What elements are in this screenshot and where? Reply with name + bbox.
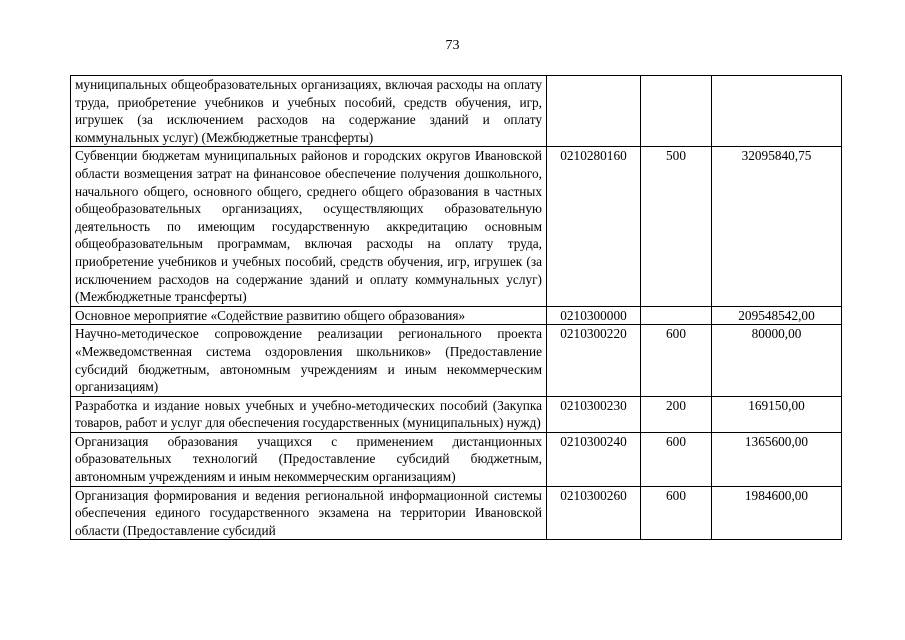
row-target-code: 0210280160 (547, 147, 641, 306)
row-target-code: 0210300000 (547, 306, 641, 325)
table-row (71, 486, 842, 540)
table-row (71, 306, 842, 325)
table-row (71, 147, 842, 306)
row-expense-type (641, 306, 712, 325)
row-description: Организация образования учащихся с применением дистанционных образовательных технологий (Предоставление субсидий бюджетным, автономным учреждениям и иным некоммерческим организациям) (71, 432, 547, 486)
row-expense-type: 200 (641, 396, 712, 432)
row-expense-type: 600 (641, 486, 712, 540)
row-target-code: 0210300240 (547, 432, 641, 486)
row-amount: 80000,00 (712, 325, 842, 396)
row-target-code: 0210300260 (547, 486, 641, 540)
table-row (71, 432, 842, 486)
row-amount: 209548542,00 (712, 306, 842, 325)
row-target-code (547, 76, 641, 147)
row-description: Основное мероприятие «Содействие развитию общего образования» (71, 306, 547, 325)
row-description: Разработка и издание новых учебных и учебно-методических пособий (Закупка товаров, работ и услуг для обеспечения государственных (муниципальных) нужд) (71, 396, 547, 432)
row-description: Научно-методическое сопровождение реализации регионального проекта «Межведомственная система оздоровления школьников» (Предоставление субсидий бюджетным, автономным учреждениям и иным некоммерческим организациям) (71, 325, 547, 396)
table-row (71, 396, 842, 432)
table-row (71, 325, 842, 396)
row-description: муниципальных общеобразовательных организациях, включая расходы на оплату труда, приобретение учебников и учебных пособий, средств обучения, игр, игрушек (за исключением расходов на содержание зданий и оплату коммунальных услуг) (Межбюджетные трансферты) (71, 76, 547, 147)
row-description: Субвенции бюджетам муниципальных районов и городских округов Ивановской области возмещения затрат на финансовое обеспечение получения дошкольного, начального общего, основного общего, среднего общего образования в частных общеобразовательных организациях, осуществляющих образовательную деятельность по имеющим государственную аккредитацию основным общеобразовательным программам, включая расходы на оплату труда, приобретение учебников и учебных пособий, средств обучения, игр, игрушек (за исключением расходов на содержание зданий и оплату коммунальных услуг) (Межбюджетные трансферты) (71, 147, 547, 306)
row-target-code: 0210300230 (547, 396, 641, 432)
row-description: Организация формирования и ведения региональной информационной системы обеспечения единого государственного экзамена на территории Ивановской области (Предоставление субсидий (71, 486, 547, 540)
budget-table (70, 75, 842, 540)
row-amount: 169150,00 (712, 396, 842, 432)
row-expense-type: 600 (641, 325, 712, 396)
row-amount: 32095840,75 (712, 147, 842, 306)
row-amount: 1365600,00 (712, 432, 842, 486)
table-row (71, 76, 842, 147)
row-expense-type: 500 (641, 147, 712, 306)
row-amount (712, 76, 842, 147)
row-target-code: 0210300220 (547, 325, 641, 396)
row-expense-type: 600 (641, 432, 712, 486)
page-number: 73 (445, 38, 460, 53)
row-amount: 1984600,00 (712, 486, 842, 540)
row-expense-type (641, 76, 712, 147)
